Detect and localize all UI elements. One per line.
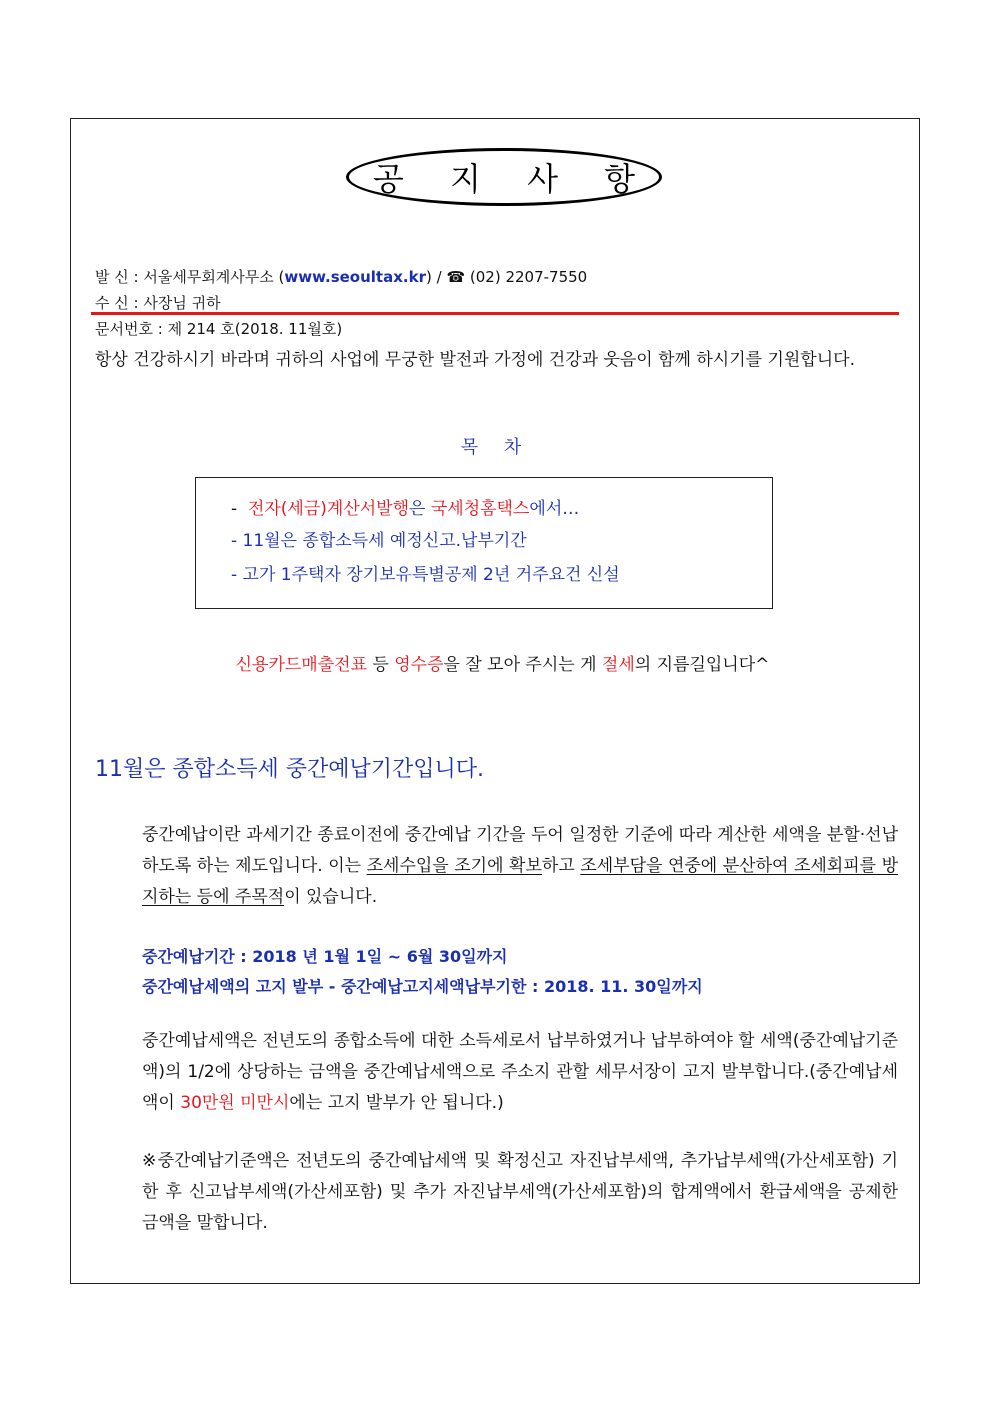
toc-item-1-mid: 은 (409, 499, 426, 519)
telephone-icon: ☎ (446, 268, 466, 286)
period-line: 중간예납기간 : 2018 년 1월 1일 ~ 6월 30일까지 (142, 947, 508, 966)
toc-item-3: - 고가 1주택자 장기보유특별공제 2년 거주요건 신설 (231, 565, 620, 585)
toc-item-1 (231, 494, 579, 519)
toc-item-1-end: 에서… (529, 499, 580, 519)
doc-value: 제 214 호(2018. 11월호) (167, 320, 343, 338)
tip-highlight-1: 신용카드매출전표 (235, 655, 367, 675)
tip-highlight-2: 영수증 (394, 655, 444, 675)
recipient-line (95, 292, 221, 313)
from-office: 서울세무회계사무소 ( (143, 268, 285, 286)
toc-item-1-dash: - (231, 499, 238, 519)
paragraph-2-text-b: 에는 고지 발부가 안 됩니다.) (289, 1093, 504, 1113)
phone-number: (02) 2207-7550 (469, 268, 588, 286)
title-oval (346, 148, 662, 206)
toc-item-2: - 11월은 종합소득세 예정신고.납부기간 (231, 531, 527, 551)
paragraph-2-highlight: 30만원 미만시 (180, 1093, 290, 1113)
tip-text-3: 의 지름길입니다^ (634, 655, 770, 675)
tip-text-1: 등 (367, 655, 395, 675)
reference-note: ※중간예납기준액은 전년도의 중간예납세액 및 확정신고 자진납부세액, 추가납부세액(가산세포함) 기한 후 신고납부세액(가산세포함) 및 추가 자진납부세액(가산세포함)의 합계액에서 환급세액을 공제한 금액을 말합니다. (142, 1151, 898, 1233)
to-value: 사장님 귀하 (143, 294, 221, 312)
from-label: 발 신 : (95, 268, 139, 286)
website-link[interactable]: www.seoultax.kr (284, 268, 426, 286)
tip-highlight-3: 절세 (601, 655, 635, 675)
doc-number-line (95, 318, 342, 339)
doc-label: 문서번호 : (95, 320, 163, 338)
paragraph-1-underline-1: 조세수입을 조기에 확보 (366, 856, 542, 876)
tip-line (0, 650, 992, 675)
page-title: 공 지 사 항 (372, 160, 654, 198)
to-label: 수 신 : (95, 294, 139, 312)
greeting: 항상 건강하시기 바라며 귀하의 사업에 무궁한 발전과 가정에 건강과 웃음이 함께 하시기를 기원합니다. (95, 350, 855, 370)
paragraph-1 (142, 820, 898, 913)
toc-item-1-highlight-1: 전자(세금)계산서발행 (247, 499, 410, 519)
toc-title: 목 차 (460, 437, 532, 458)
red-divider (91, 312, 899, 315)
tip-text-2: 을 잘 모아 주시는 게 (443, 655, 602, 675)
paragraph-1-text-a: 중간예납이란 과세기간 종료이전에 중간예납 기간을 두어 일정한 기준에 따라 계산한 세액을 분할·선납하도록 하는 제도입니다. 이는 (142, 825, 898, 876)
from-separator: ) / (425, 268, 442, 286)
paragraph-2 (142, 1026, 898, 1119)
section-title: 11월은 종합소득세 중간예납기간입니다. (95, 757, 485, 782)
paragraph-1-text-b: 하고 (541, 856, 581, 876)
sender-line (95, 266, 587, 287)
deadline-line: 중간예납세액의 고지 발부 - 중간예납고지세액납부기한 : 2018. 11. 30일까지 (142, 977, 703, 996)
toc-item-1-highlight-2: 국세청홈택스 (430, 499, 530, 519)
toc-box (195, 477, 773, 609)
paragraph-2-text-a: 중간예납세액은 전년도의 종합소득에 대한 소득세로서 납부하였거나 납부하여야 할 세액(중간예납기준액)의 1/2에 상당하는 금액을 중간예납세액으로 주소지 관할 세무서장이 고지 발부합니다.(중간예납세액이 (142, 1031, 899, 1113)
paragraph-1-text-c: 이 있습니다. (284, 887, 378, 907)
paragraph-1-underline-2: 조세부담을 연중에 분산하여 조세회피를 방지하는 등에 주목적 (142, 856, 899, 907)
